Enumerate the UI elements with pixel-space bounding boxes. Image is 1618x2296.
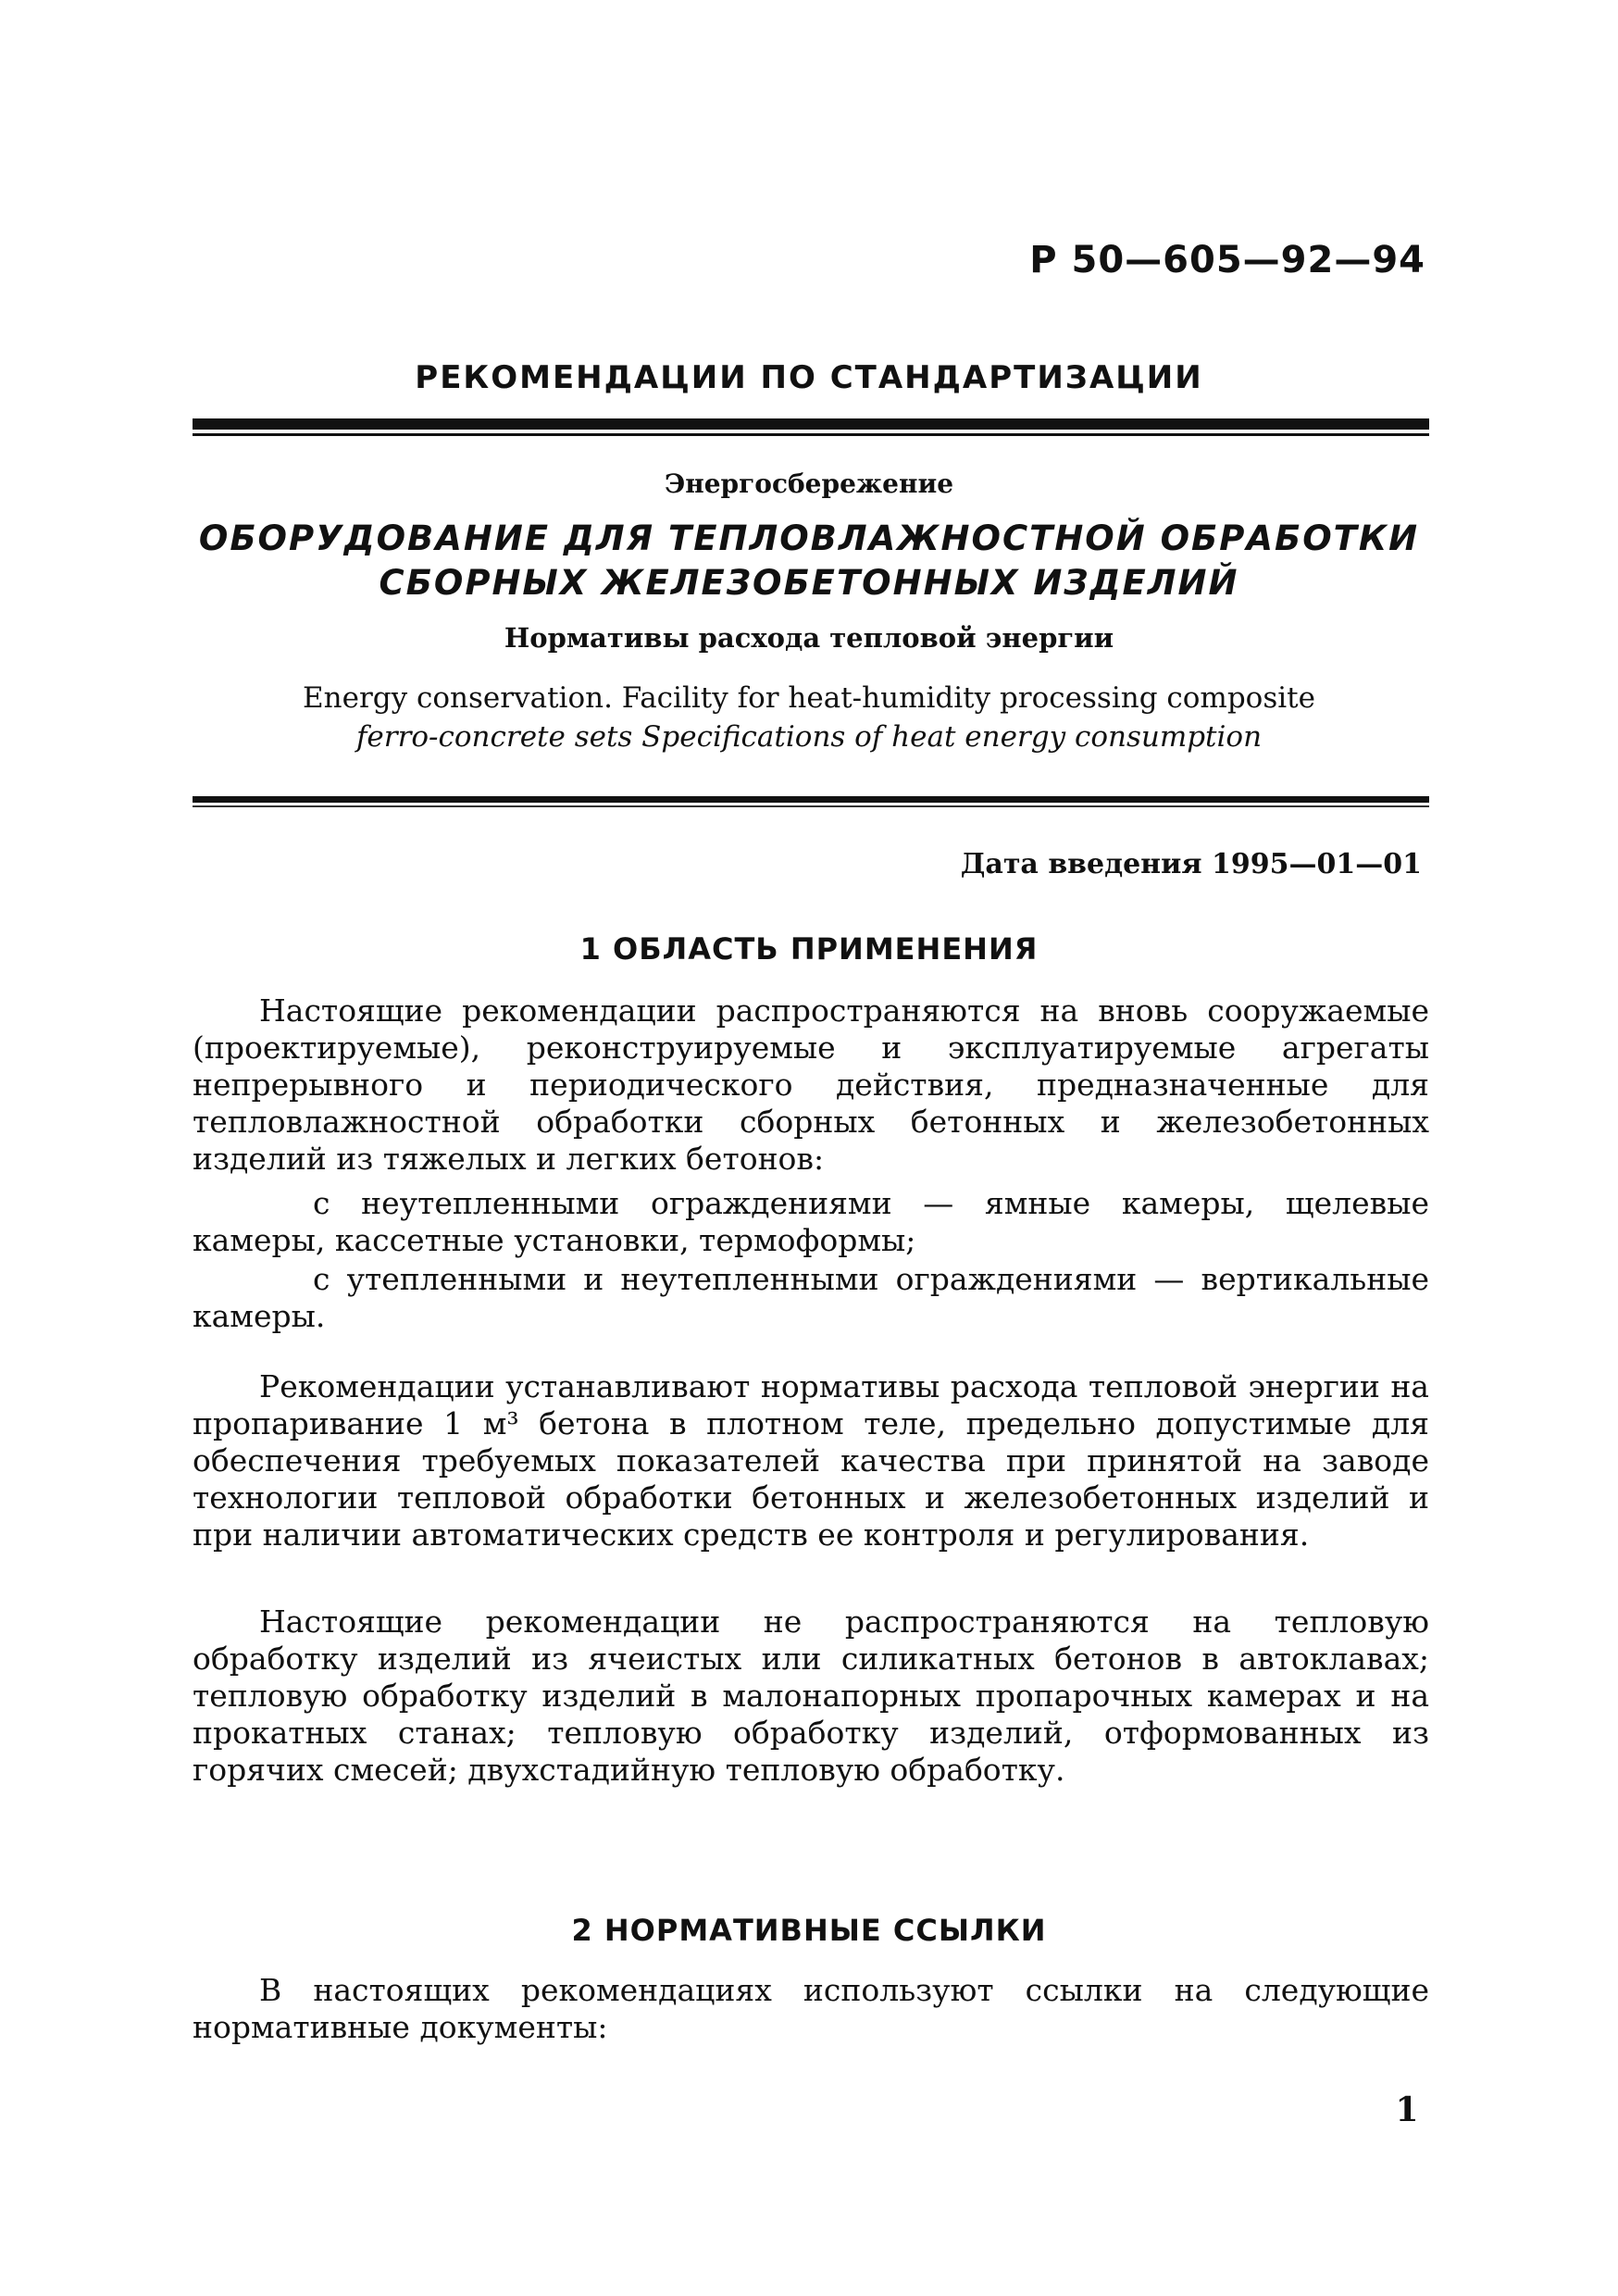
- section-1-paragraph-1: Настоящие рекомендации распространяются на вновь сооружаемые (проектируемые), реконструируемые и эксплуатируемые агрегаты непрерывного и периодического действия, предназначенные для тепловлажностной обработки сборных бетонных и железобетонных изделий из тяжелых и легких бетонов:: [193, 992, 1429, 1177]
- section-1-paragraph-2: Рекомендации устанавливают нормативы расхода тепловой энергии на пропаривание 1 м³ бетона в плотном теле, предельно допустимые для обеспечения требуемых показателей качества при принятой на заводе технологии тепловой обработки бетонных и железобетонных изделий и при наличии автоматических средств ее контроля и регулирования.: [193, 1368, 1429, 1553]
- section-1-list-item-2: с утепленными и неутепленными ограждениями — вертикальные камеры.: [193, 1261, 1429, 1334]
- top-rule-thin: [193, 433, 1429, 436]
- english-title-line-1: Energy conservation. Facility for heat-humidity processing composite: [303, 681, 1315, 715]
- section-2-title: 2 НОРМАТИВНЫЕ ССЫЛКИ: [571, 1913, 1047, 1948]
- page-number: 1: [1395, 2090, 1419, 2129]
- series-heading: РЕКОМЕНДАЦИИ ПО СТАНДАРТИЗАЦИИ: [415, 359, 1203, 396]
- section-2-paragraph-1: В настоящих рекомендациях используют ссылки на следующие нормативные документы:: [193, 1972, 1429, 2045]
- section-1-list-item-1: с неутепленными ограждениями — ямные камеры, щелевые камеры, кассетные установки, термоформы;: [193, 1185, 1429, 1258]
- bottom-rule-thin: [193, 805, 1429, 807]
- category-heading: Энергосбережение: [664, 468, 954, 499]
- top-rule: [193, 418, 1429, 430]
- title-line-1: ОБОРУДОВАНИЕ ДЛЯ ТЕПЛОВЛАЖНОСТНОЙ ОБРАБОТКИ: [198, 518, 1420, 558]
- section-1-title: 1 ОБЛАСТЬ ПРИМЕНЕНИЯ: [579, 931, 1039, 967]
- document-code: Р 50—605—92—94: [1029, 239, 1425, 281]
- subtitle: Нормативы расхода тепловой энергии: [504, 622, 1114, 654]
- title-line-2: СБОРНЫХ ЖЕЛЕЗОБЕТОННЫХ ИЗДЕЛИЙ: [379, 563, 1239, 603]
- section-1-paragraph-3: Настоящие рекомендации не распространяются на тепловую обработку изделий из ячеистых или силикатных бетонов в автоклавах; тепловую обработку изделий в малонапорных пропарочных камерах и на прокатных станах; тепловую обработку изделий, отформованных из горячих смесей; двухстадийную тепловую обработку.: [193, 1603, 1429, 1788]
- english-title-line-2: ferro-concrete sets Specifications of heat energy consumption: [355, 720, 1263, 754]
- bottom-rule: [193, 796, 1429, 803]
- introduction-date: Дата введения 1995—01—01: [960, 848, 1422, 880]
